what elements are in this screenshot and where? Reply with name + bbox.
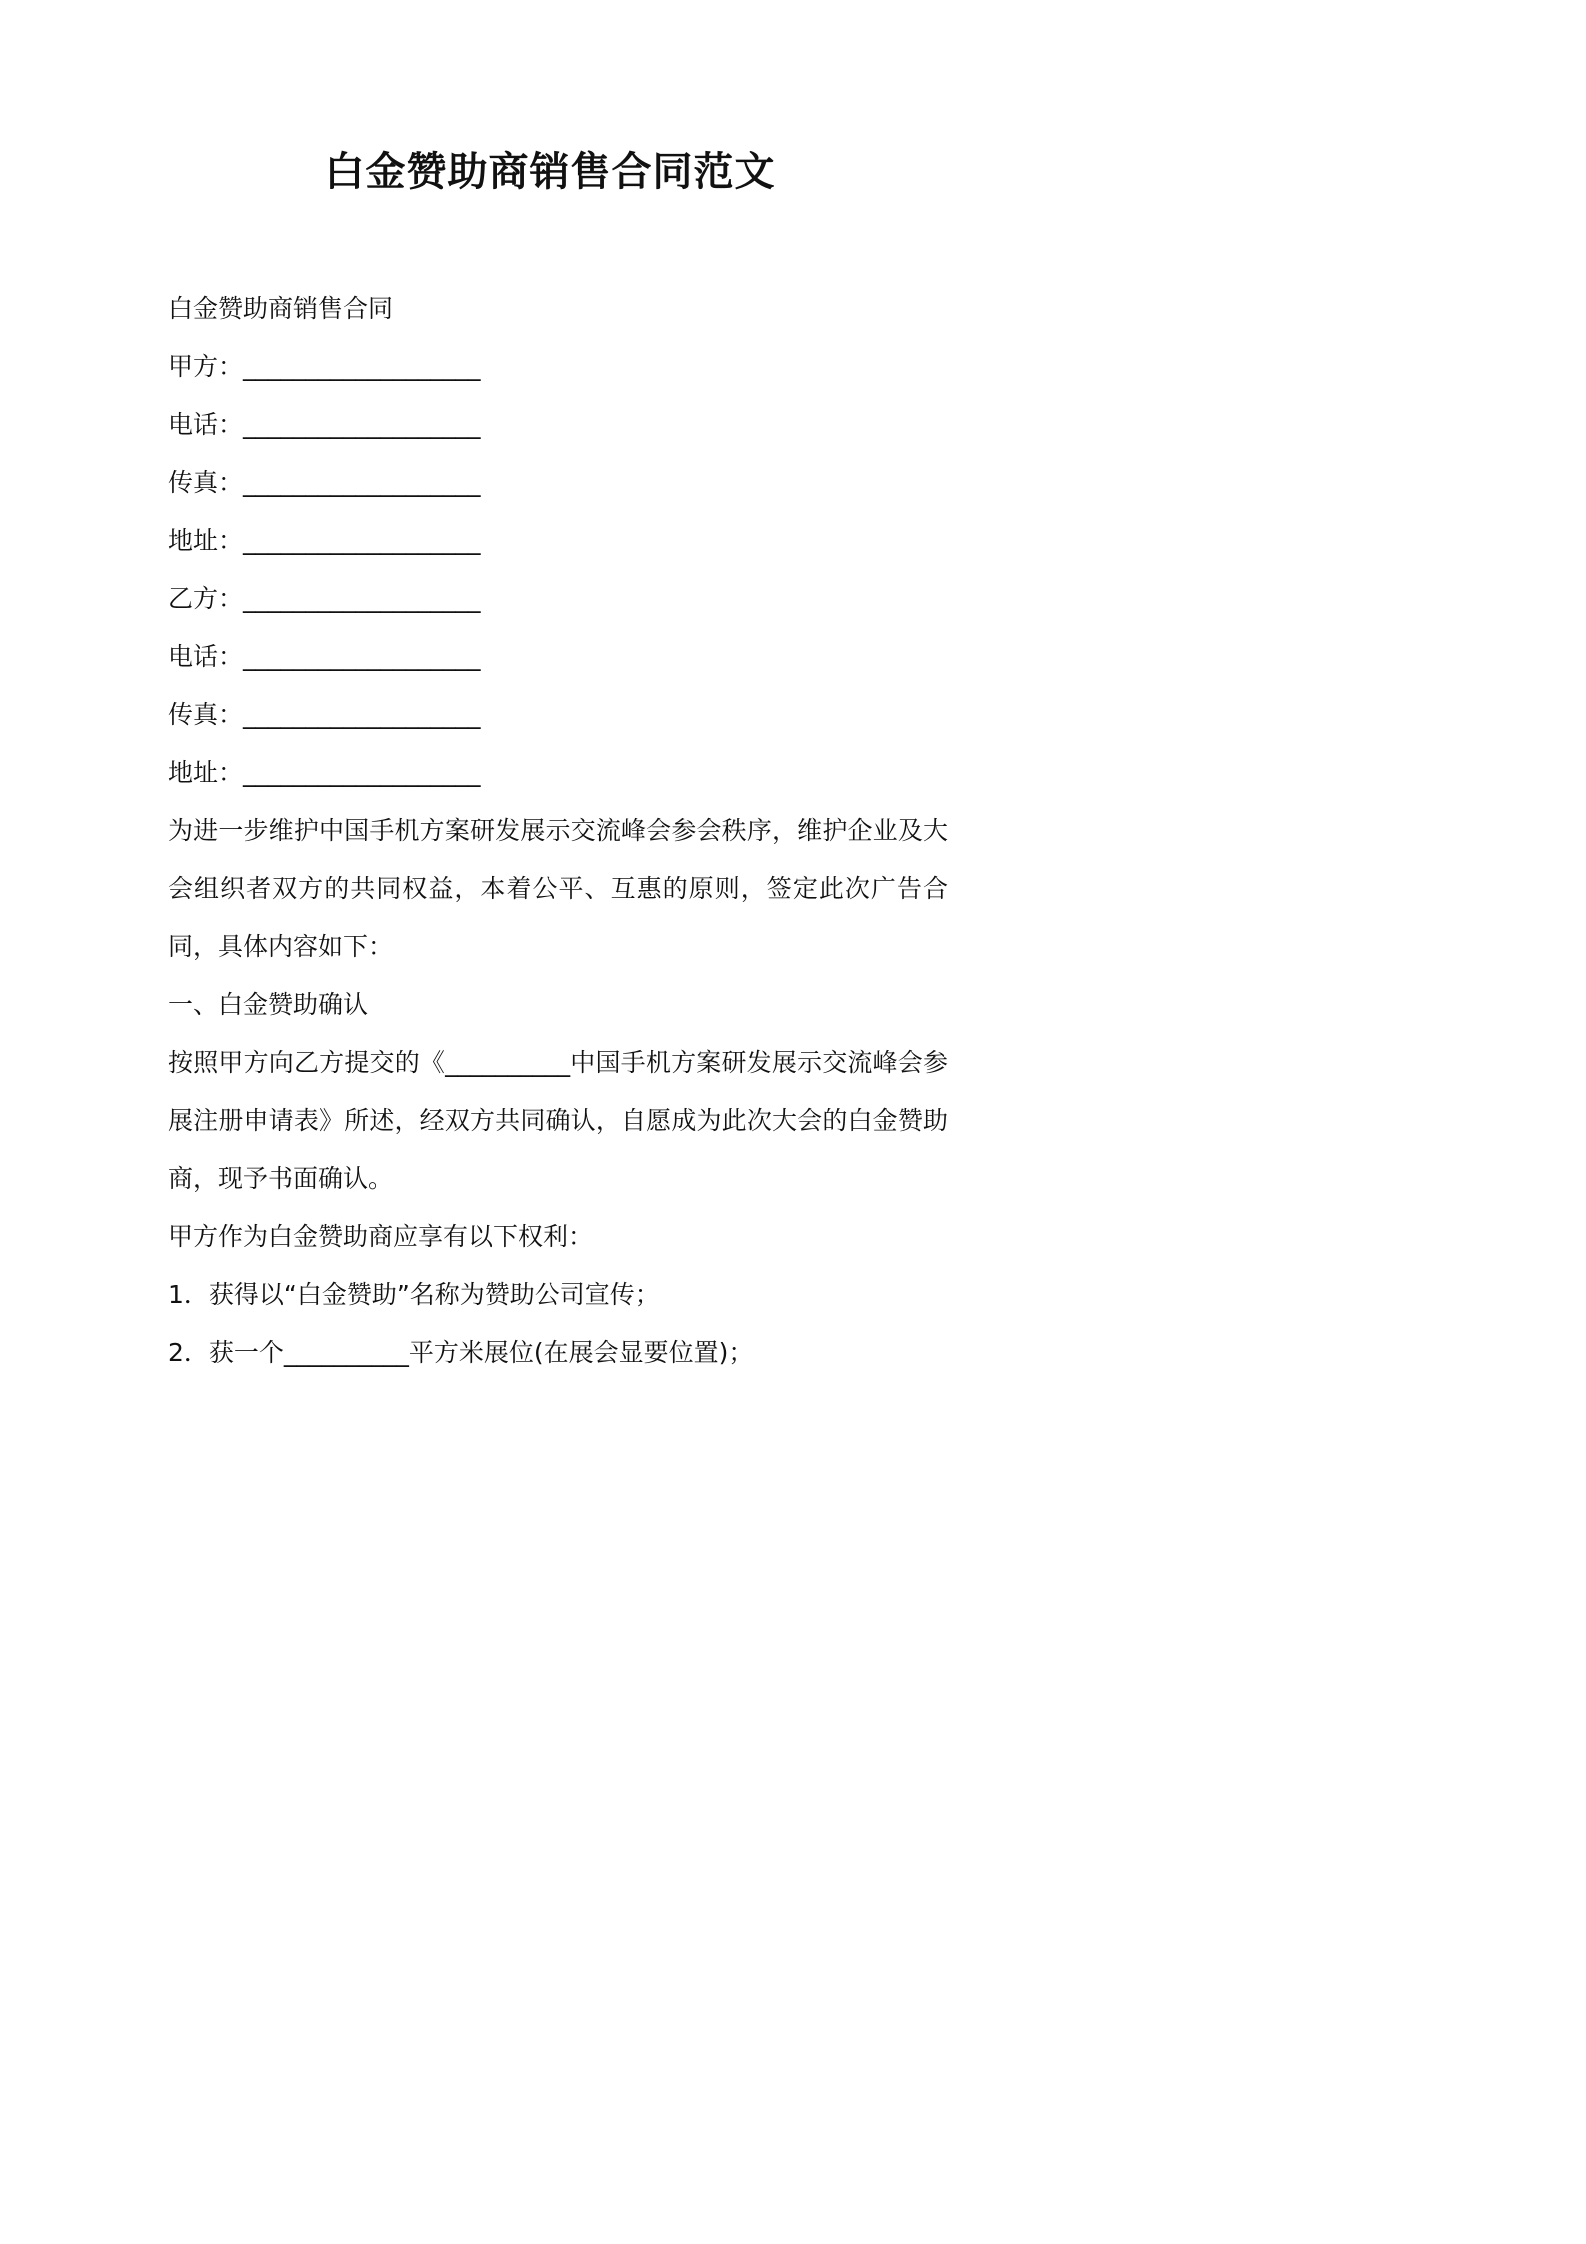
party-a-fax-field: 传真：___________________ [168, 468, 481, 497]
rights-intro: 甲方作为白金赞助商应享有以下权利： [168, 1222, 594, 1251]
party-b-address-field: 地址：___________________ [168, 758, 481, 787]
document-page [0, 0, 1100, 1556]
confirmation-paragraph: 按照甲方向乙方提交的《__________中国手机方案研发展示交流峰会参展注册申请表》所述，经双方共同确认，自愿成为此次大会的白金赞助商，现予书面确认。 [168, 1048, 948, 1193]
rights-list-item: 2．获一个__________平方米展位(在展会显要位置)； [168, 1338, 754, 1367]
document-title: 白金赞助商销售合同范文 [324, 149, 776, 195]
party-a-address-field: 地址：___________________ [168, 526, 481, 555]
party-b-phone-field: 电话：___________________ [168, 642, 481, 671]
party-a-name-field: 甲方：___________________ [168, 352, 481, 381]
party-a-phone-field: 电话：___________________ [168, 410, 481, 439]
section-heading: 一、白金赞助确认 [168, 990, 369, 1019]
party-b-fax-field: 传真：___________________ [168, 700, 481, 729]
intro-paragraph: 为进一步维护中国手机方案研发展示交流峰会参会秩序，维护企业及大会组织者双方的共同权益，本着公平、互惠的原则，签定此次广告合同，具体内容如下： [168, 816, 948, 961]
party-b-name-field: 乙方：___________________ [168, 584, 481, 613]
contract-subtitle: 白金赞助商销售合同 [168, 294, 394, 323]
rights-list-item: 1．获得以“白金赞助”名称为赞助公司宣传； [168, 1280, 660, 1309]
document-body [168, 280, 948, 1382]
